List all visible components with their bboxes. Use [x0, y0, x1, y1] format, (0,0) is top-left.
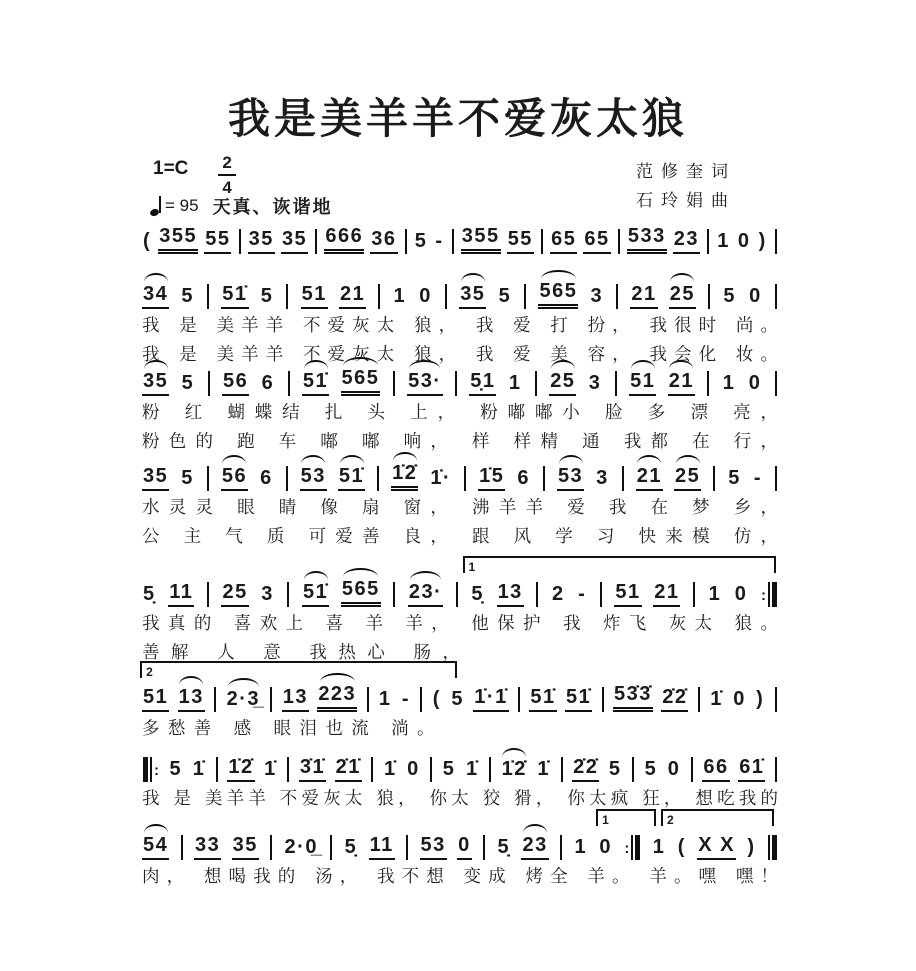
note-token: - [578, 583, 587, 605]
system-line-5 [142, 560, 778, 665]
note-token: 25 [221, 579, 248, 607]
barline [420, 687, 422, 712]
note-token: 5 [414, 230, 428, 252]
barline [518, 687, 520, 712]
note-token: 1 [708, 583, 722, 605]
lyrics-line: 我 是 美羊羊 不爱灰太 狼， 我 爱 打 扮， 我很时 尚。 [142, 316, 778, 336]
note-token: 5 [181, 285, 195, 307]
barline [708, 284, 710, 309]
barline [602, 687, 604, 712]
notes-line [142, 366, 778, 396]
note-token: - [401, 688, 411, 710]
note-token: 1̇ [192, 758, 206, 780]
time-signature-denominator: 4 [222, 178, 232, 197]
note-token: ) [756, 688, 765, 710]
note-token: 1̇ [710, 688, 723, 710]
system-line-8 [142, 813, 778, 889]
note-token: 1̇·1̇ [473, 684, 508, 712]
note-token: 2 [551, 583, 565, 605]
note-token: 35 [232, 832, 259, 860]
note-token: 1 [717, 230, 730, 252]
barline [181, 835, 183, 860]
note-token: 1 [574, 836, 588, 858]
barline [693, 582, 695, 607]
barline [214, 687, 216, 712]
note-token: 53 [300, 463, 327, 491]
volta-label: 2 [146, 665, 153, 679]
notes-line [142, 560, 778, 607]
note-token: 54 [142, 832, 169, 860]
note-token: 565 [538, 278, 578, 309]
note-token: 11 [168, 579, 194, 607]
note-token: 6 [261, 372, 275, 394]
note-token: 2·3̲ [226, 688, 260, 710]
note-token: 5 [498, 285, 512, 307]
note-token: 5 [181, 372, 195, 394]
note-token: 0 [419, 285, 432, 307]
barline [207, 466, 209, 491]
note-token: 61̇ [738, 754, 765, 782]
barline [775, 687, 777, 712]
note-token: 1̇ [264, 758, 277, 780]
note-token: 5 [451, 688, 464, 710]
barline [393, 371, 395, 396]
barline [524, 284, 526, 309]
system-line-2 [142, 279, 778, 367]
note-token: 66 [702, 754, 729, 782]
barline [430, 757, 432, 782]
note-token: 35 [248, 226, 275, 254]
lyrics-line: 我 是 美羊羊 不爱灰太 狼， 我 爱 美 容， 我会化 妆。 [142, 345, 778, 365]
note-token: 35 [459, 281, 486, 309]
note-token: 51̇ [302, 579, 329, 607]
notes-line [142, 665, 778, 712]
note-token: 53 [557, 463, 584, 491]
barline [707, 229, 709, 254]
note-token: 56 [221, 463, 248, 491]
note-token: 5 [644, 758, 658, 780]
note-token: 355 [461, 223, 501, 254]
note-token: 0 [407, 758, 420, 780]
note-token: - [753, 467, 762, 489]
note-token: 25 [549, 368, 576, 396]
lyrics-line: 粉色的 跑 车 嘟 嘟 响， 样 样精 通 我都 在 行， [142, 432, 778, 452]
note-token: 5 [608, 758, 622, 780]
barline [775, 466, 777, 491]
note-token: 2̇2̇ [661, 684, 688, 712]
note-token: 355 [158, 223, 198, 254]
note-token: 25 [674, 463, 701, 491]
note-token: 1 [378, 688, 392, 710]
note-token: 1 [508, 372, 522, 394]
barline [632, 757, 634, 782]
lyrics-line: 肉， 想喝我的 汤， 我不想 变成 烤全 羊。 羊。嘿 嘿！ [142, 867, 778, 887]
lyricist-credit: 范修奎词 [636, 162, 736, 181]
note-token: 51 [301, 281, 328, 309]
note-token: 0 [748, 372, 762, 394]
barline [208, 371, 210, 396]
note-token: 53̇3̇ [613, 681, 653, 712]
barline [393, 582, 395, 607]
barline [713, 466, 715, 491]
note-token: 13 [178, 684, 205, 712]
barline [698, 687, 700, 712]
note-token: 3 [590, 285, 604, 307]
note-token: ( [677, 836, 686, 858]
note-token: 3 [588, 372, 602, 394]
note-token: 1̇2̇ [227, 754, 254, 782]
note-token: X X [697, 832, 736, 860]
note-token: 0 [599, 836, 613, 858]
note-token: 35 [142, 368, 169, 396]
lyrics-line: 我真的 喜欢上 喜 羊 羊， 他保护 我 炸飞 灰太 狼。 [142, 614, 778, 634]
barline [536, 582, 538, 607]
note-token: ( [143, 230, 152, 252]
barline [561, 757, 563, 782]
note-token: 21 [668, 368, 695, 396]
barline [452, 229, 454, 254]
note-token: 6 [517, 467, 530, 489]
note-token: 65 [550, 226, 577, 254]
barline [207, 582, 209, 607]
barline [445, 284, 447, 309]
note-token: 21 [653, 579, 680, 607]
note-token: 53 [420, 832, 447, 860]
barline [775, 757, 777, 782]
barline [270, 835, 272, 860]
note-token: 5 [181, 467, 194, 489]
note-token: 51̇ [529, 684, 556, 712]
barline [560, 835, 562, 860]
note-token: 0 [667, 758, 681, 780]
barline [287, 757, 289, 782]
barline [622, 466, 624, 491]
note-token: 53· [407, 368, 442, 396]
note-token: 51̇ [302, 368, 329, 396]
note-token: 1 [652, 836, 666, 858]
barline [535, 371, 537, 396]
time-signature-numerator: 2 [218, 154, 235, 176]
note-token: 1 [722, 372, 736, 394]
note-token: 6 [260, 467, 273, 489]
note-token: 0 [734, 583, 748, 605]
system-line-7 [142, 752, 778, 811]
note-token: 56 [222, 368, 249, 396]
system-line-3 [142, 366, 778, 454]
barline [367, 687, 369, 712]
note-token: 666 [324, 223, 364, 254]
lyrics-line: 善解 人 意 我热心 肠， [142, 643, 460, 663]
note-token: 1̇2̇ [501, 758, 527, 780]
note-token: 3 [596, 467, 609, 489]
barline [483, 835, 485, 860]
lyrics-line: 多愁善 感 眼泪也流 淌。 [142, 719, 435, 739]
note-token: 51̇ [338, 463, 365, 491]
lyrics-line: 粉 红 蝴蝶结 扎 头 上， 粉嘟嘟小 脸 多 漂 亮， [142, 403, 778, 423]
barline [489, 757, 491, 782]
note-token: 1̇· [430, 467, 452, 489]
barline [286, 466, 288, 491]
volta-label: 1 [602, 813, 609, 827]
note-token: 51 [142, 684, 169, 712]
barline [691, 757, 693, 782]
note-token: 23· [408, 579, 443, 607]
note-token: 13 [282, 684, 309, 712]
notes-line [142, 279, 778, 309]
barline [707, 371, 709, 396]
barline: : [761, 582, 777, 607]
barline [286, 284, 288, 309]
note-token: 2̇2̇ [572, 754, 599, 782]
barline [216, 757, 218, 782]
note-token: 65 [583, 226, 610, 254]
barline [406, 835, 408, 860]
note-token: 1̇ [383, 758, 397, 780]
system-line-1 [142, 224, 778, 254]
note-token: 51 [614, 579, 641, 607]
barline [287, 582, 289, 607]
note-token: 13 [497, 579, 524, 607]
barline [330, 835, 332, 860]
note-token: 0 [737, 230, 751, 252]
barline [768, 835, 777, 860]
note-token: ) [758, 230, 767, 252]
barline [464, 466, 466, 491]
note-token: 21 [630, 281, 657, 309]
barline [288, 371, 290, 396]
barline [455, 371, 457, 396]
barline [775, 229, 777, 254]
lyrics-line: 我 是 美羊羊 不爱灰太 狼， 你太 狡 猾， 你太疯 狂， 想吃我的 [142, 789, 778, 809]
barline [270, 687, 272, 712]
system-line-6 [142, 665, 778, 741]
barline [615, 371, 617, 396]
note-token: 5̣ [497, 836, 511, 858]
note-token: 35 [142, 463, 169, 491]
note-token: 2̇1̇ [335, 754, 362, 782]
barline [618, 229, 620, 254]
key-signature: 1=C [153, 158, 189, 179]
volta-label: 1 [468, 560, 476, 574]
barline [541, 229, 543, 254]
note-token: 23 [673, 226, 700, 254]
barline [456, 582, 458, 607]
note-token: 21 [636, 463, 663, 491]
barline [378, 284, 380, 309]
note-token: 33 [194, 832, 221, 860]
note-token: 1̇2̇ [391, 460, 418, 491]
note-token: 55 [507, 226, 534, 254]
barline [616, 284, 618, 309]
volta-bracket [463, 556, 776, 573]
notes-line [142, 813, 778, 860]
note-token: 0 [749, 285, 762, 307]
note-token: 55 [204, 226, 231, 254]
barline [543, 466, 545, 491]
note-token: 23 [521, 832, 548, 860]
note-token: 5 [723, 285, 736, 307]
note-token: 5̣ [143, 583, 156, 605]
note-token: ) [747, 836, 756, 858]
note-token: 5 [260, 285, 274, 307]
note-token: 5̣1 [469, 368, 496, 396]
lyrics-line: 公 主 气 质 可爱善 良， 跟 风 学 习 快来模 仿， [142, 527, 778, 547]
barline: : [624, 835, 640, 860]
volta-bracket [661, 809, 774, 826]
note-token: 35 [281, 226, 308, 254]
composer-credit: 石玲娟曲 [636, 190, 736, 210]
note-token: - [435, 230, 444, 252]
note-token: 5 [728, 467, 741, 489]
note-token: 0 [733, 688, 746, 710]
note-token: 5̣ [344, 836, 358, 858]
note-token: 1̇ [537, 758, 551, 780]
lyrics-line: 水灵灵 眼 睛 像 扇 窗， 沸羊羊 爱 我 在 梦 乡， [142, 498, 778, 518]
note-token: 36 [370, 226, 397, 254]
note-token: 533 [627, 223, 667, 254]
note-token: 565 [341, 576, 381, 607]
tempo-value: = 95 [165, 196, 199, 215]
expression-marking: 天真、诙谐地 [212, 197, 333, 217]
note-token: 565 [341, 365, 381, 396]
barline [239, 229, 241, 254]
barline [371, 757, 373, 782]
note-token: 34 [142, 281, 169, 309]
note-token: 5 [169, 758, 183, 780]
note-token: 5̣ [471, 583, 484, 605]
barline: : [143, 757, 159, 782]
note-token: 1 [393, 285, 407, 307]
note-token: 11 [369, 832, 395, 860]
note-token: 1̇ [465, 758, 479, 780]
barline [207, 284, 209, 309]
song-title: 我是美羊羊不爱灰太狼 [227, 94, 688, 143]
note-token: 51̇ [221, 281, 248, 309]
note-token: 51̇ [565, 684, 592, 712]
barline [405, 229, 407, 254]
system-line-4 [142, 461, 778, 549]
notes-line [142, 752, 778, 782]
notes-line [142, 461, 778, 491]
note-token: ( [432, 688, 441, 710]
notes-line [142, 224, 778, 254]
barline [775, 371, 777, 396]
barline [600, 582, 602, 607]
volta-bracket [596, 809, 656, 826]
volta-label: 2 [666, 813, 674, 827]
note-token: 2·0̲ [284, 836, 318, 858]
note-token: 21 [339, 281, 366, 309]
note-token: 5 [442, 758, 456, 780]
note-token: 0 [457, 832, 472, 860]
note-token: 25 [669, 281, 696, 309]
barline [377, 466, 379, 491]
note-token: 3̇1̇ [299, 754, 326, 782]
barline [315, 229, 317, 254]
note-token: 223 [317, 681, 357, 712]
note-token: 51 [629, 368, 656, 396]
note-token: 3 [261, 583, 274, 605]
note-token: 1̇5 [478, 463, 505, 491]
barline [775, 284, 777, 309]
